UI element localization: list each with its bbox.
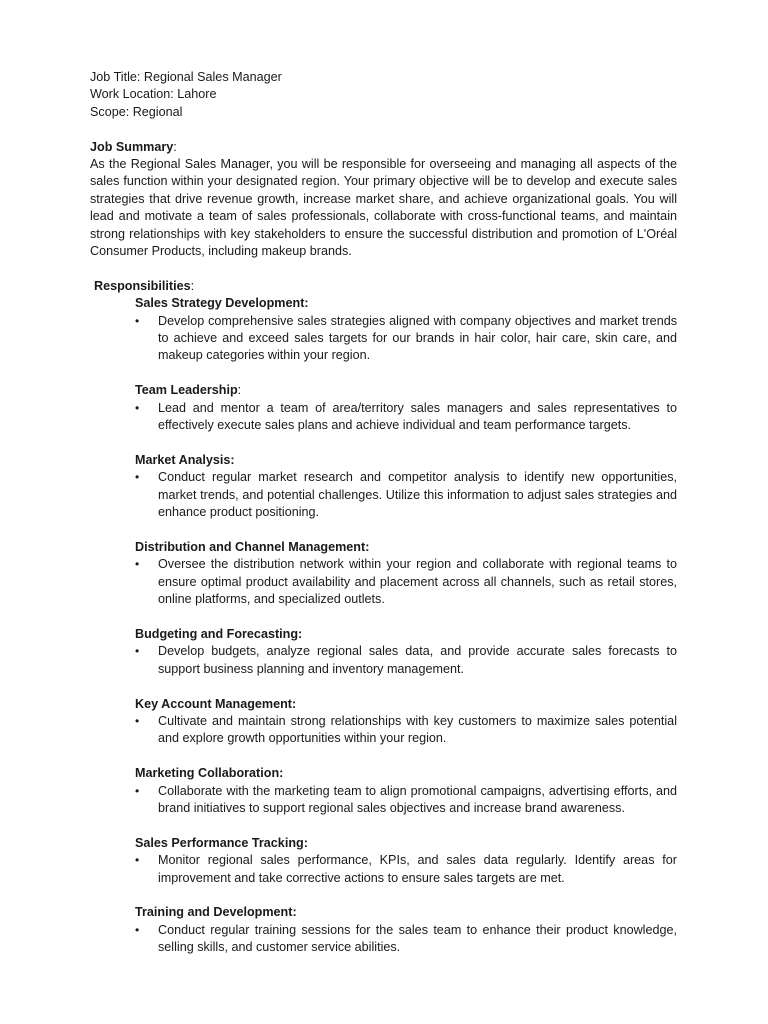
job-summary-label: Job Summary [90, 139, 174, 154]
bullet-text: Lead and mentor a team of area/territory sales managers and sales representatives to effectively execute sales plans and achieve individual and team performance targets. [158, 400, 677, 433]
bullet-item [90, 852, 677, 887]
section-distribution [90, 539, 677, 609]
bullet-text: Conduct regular training sessions for the sales team to enhance their product knowledge, selling skills, and customer service abilities. [158, 922, 677, 955]
scope: Scope: Regional [90, 104, 183, 119]
bullet-icon: • [135, 783, 140, 798]
spacer [90, 260, 677, 277]
bullet-icon: • [135, 470, 140, 485]
bullet-item [90, 469, 677, 521]
bullet-text: Conduct regular market research and competitor analysis to identify new opportunities, market trends, and potential challenges. Utilize this information to adjust sales strategies and enhance product positioning. [158, 470, 677, 520]
section-marketing [90, 765, 677, 817]
bullet-icon: • [135, 922, 140, 937]
section-title-colon: : [237, 383, 242, 398]
bullet-text: Collaborate with the marketing team to align promotional campaigns, advertising efforts, and brand initiatives to support regional sales objectives and increase brand awareness. [158, 783, 677, 815]
section-title [90, 382, 677, 399]
document-page [90, 69, 677, 974]
bullet-icon: • [135, 853, 140, 868]
bullet-item [90, 643, 677, 678]
bullet-text: Oversee the distribution network within your region and collaborate with regional teams to ensure optimal product availability and placement across all channels, such as retail stores, online platforms, and specialized outlets. [158, 557, 677, 607]
section-title: Budgeting and Forecasting: [135, 626, 303, 641]
bullet-icon: • [135, 400, 140, 415]
section-market-analysis [90, 452, 677, 522]
responsibilities-heading [90, 278, 677, 295]
section-title: Key Account Management: [135, 696, 297, 711]
section-title: Training and Development: [135, 905, 297, 920]
bullet-text: Develop budgets, analyze regional sales data, and provide accurate sales forecasts to support business planning and inventory management. [158, 644, 677, 676]
job-summary-text: As the Regional Sales Manager, you will be responsible for overseeing and managing all aspects of the sales function within your designated region. Your primary objective will be to develop and execute sales strategies that drive revenue growth, increase market share, and achieve organizational goals. You will lead and motivate a team of sales professionals, collaborate with cross-functional teams, and maintain strong relationships with key stakeholders to ensure the successful distribution and promotion of L'Oréal Consumer Products, including makeup brands. [90, 157, 677, 259]
section-title: Distribution and Channel Management: [135, 539, 370, 554]
section-title: Market Analysis: [135, 452, 235, 467]
work-location: Work Location: Lahore [90, 87, 217, 102]
job-summary-heading [90, 139, 677, 156]
bullet-text: Develop comprehensive sales strategies aligned with company objectives and market trends to achieve and exceed sales targets for our brands in hair color, hair care, skin care, and makeup categories within your region. [158, 313, 677, 363]
bullet-text: Monitor regional sales performance, KPIs, and sales data regularly. Identify areas for improvement and take corrective actions to ensure sales targets are met. [158, 853, 677, 885]
job-summary-colon: : [173, 139, 177, 154]
section-budgeting [90, 626, 677, 678]
bullet-icon: • [135, 644, 140, 659]
section-training [90, 904, 677, 956]
responsibilities-colon: : [190, 278, 195, 293]
section-performance-tracking [90, 835, 677, 887]
bullet-icon: • [135, 557, 140, 572]
bullet-item [90, 400, 677, 435]
bullet-text: Cultivate and maintain strong relationships with key customers to maximize sales potential and explore growth opportunities within your region. [158, 713, 677, 746]
responsibilities-label: Responsibilities [94, 278, 191, 293]
job-title: Job Title: Regional Sales Manager [90, 70, 282, 84]
section-title: Sales Performance Tracking: [135, 835, 308, 850]
bullet-icon: • [135, 713, 140, 728]
section-title-text: Team Leadership [135, 383, 238, 398]
section-key-account [90, 696, 677, 748]
section-title: Sales Strategy Development: [135, 296, 309, 311]
bullet-item [90, 783, 677, 818]
bullet-item [90, 556, 677, 608]
spacer [90, 121, 677, 138]
section-sales-strategy [90, 295, 677, 365]
section-team-leadership [90, 382, 677, 434]
bullet-item [90, 713, 677, 748]
bullet-item [90, 922, 677, 957]
bullet-item [90, 313, 677, 365]
bullet-icon: • [135, 313, 140, 328]
section-title: Marketing Collaboration: [135, 766, 284, 781]
